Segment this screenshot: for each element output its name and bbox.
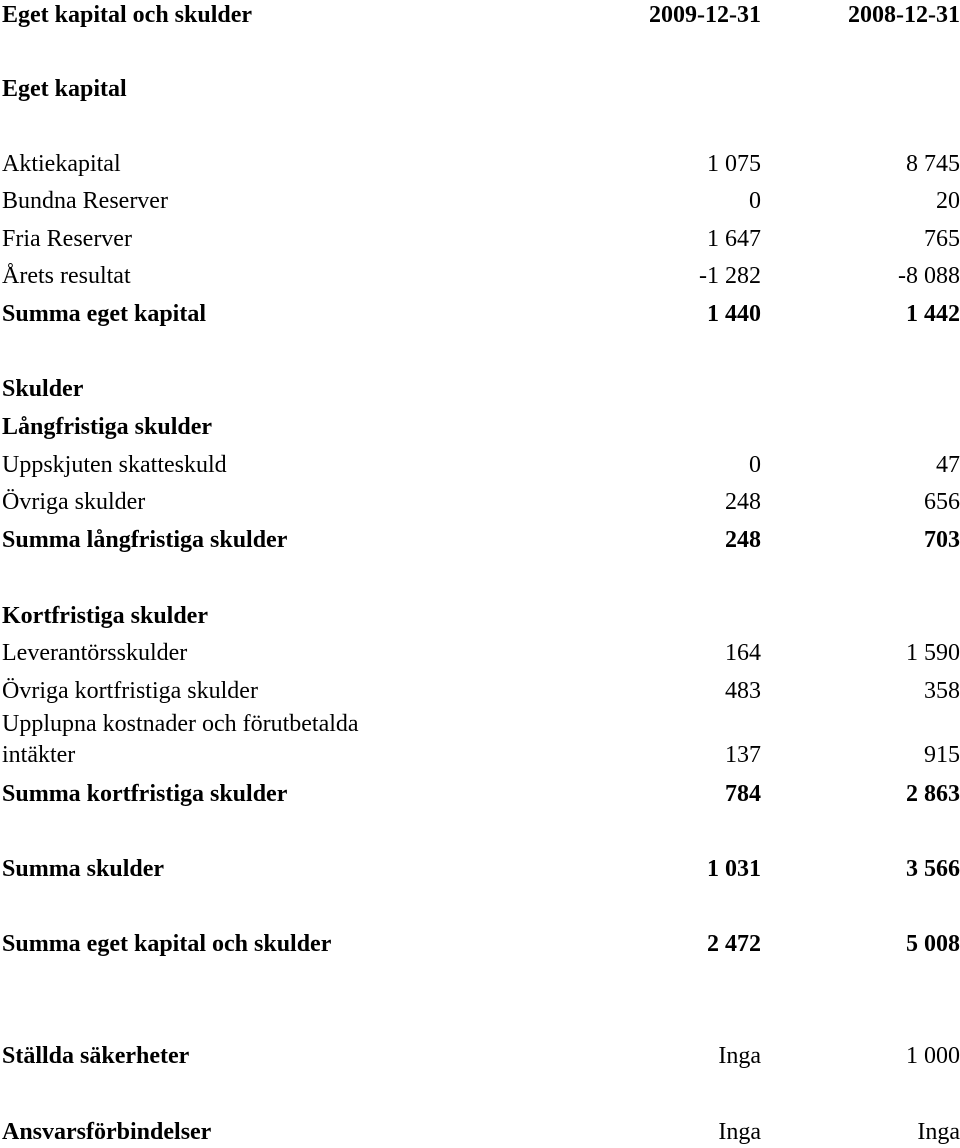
value-2009: 483 — [725, 678, 761, 704]
total-label: Summa eget kapital — [2, 301, 206, 327]
value-2008: 656 — [924, 489, 960, 515]
total-row-short-term — [0, 779, 960, 809]
total-label: Summa kortfristiga skulder — [2, 781, 288, 807]
value-2009: 248 — [725, 489, 761, 515]
total-value-2009: 2 472 — [707, 931, 761, 957]
total-value-2008: 5 008 — [906, 931, 960, 957]
section-heading-liabilities — [0, 374, 960, 404]
table-row — [0, 261, 960, 291]
total-row-long-term — [0, 525, 960, 555]
total-value-2009: 784 — [725, 781, 761, 807]
value-2008: 8 745 — [906, 151, 960, 177]
value-2008: -8 088 — [898, 263, 960, 289]
value-2009: 1 075 — [707, 151, 761, 177]
table-row-label-line — [0, 709, 960, 739]
total-value-2008: 703 — [924, 527, 960, 553]
page-title: Eget kapital och skulder — [2, 2, 253, 28]
value-2009: 0 — [749, 188, 761, 214]
row-label: Övriga kortfristiga skulder — [2, 678, 258, 704]
value-2009: 1 647 — [707, 226, 761, 252]
value-2009: 137 — [725, 742, 761, 768]
value-2009: 164 — [725, 640, 761, 666]
section-heading-equity — [0, 74, 960, 104]
table-row — [0, 450, 960, 480]
row-label: Övriga skulder — [2, 489, 146, 515]
value-2008: 765 — [924, 226, 960, 252]
row-label-continued: intäkter — [2, 742, 76, 768]
section-heading: Eget kapital — [2, 76, 127, 102]
row-label: Fria Reserver — [2, 226, 132, 252]
table-row — [0, 186, 960, 216]
value-2008: Inga — [917, 1119, 960, 1145]
row-label: Bundna Reserver — [2, 188, 168, 214]
table-row — [0, 740, 960, 770]
row-label: Ansvarsförbindelser — [2, 1119, 212, 1145]
header-row — [0, 0, 960, 30]
pledged-assets-row — [0, 1041, 960, 1071]
total-value-2008: 3 566 — [906, 856, 960, 882]
table-row — [0, 676, 960, 706]
table-row — [0, 224, 960, 254]
row-label: Årets resultat — [2, 263, 131, 289]
total-row-equity — [0, 299, 960, 329]
value-2009: Inga — [718, 1119, 761, 1145]
section-heading: Skulder — [2, 376, 84, 402]
contingent-liabilities-row — [0, 1117, 960, 1147]
table-row — [0, 149, 960, 179]
subsection-heading: Långfristiga skulder — [2, 414, 213, 440]
total-label: Summa skulder — [2, 856, 165, 882]
table-row — [0, 638, 960, 668]
total-row-liabilities — [0, 854, 960, 884]
total-value-2009: 1 440 — [707, 301, 761, 327]
total-label: Summa eget kapital och skulder — [2, 931, 332, 957]
value-2009: 0 — [749, 452, 761, 478]
row-label: Uppskjuten skatteskuld — [2, 452, 227, 478]
value-2008: 47 — [936, 452, 960, 478]
value-2008: 1 000 — [906, 1043, 960, 1069]
subsection-heading-short-term — [0, 601, 960, 631]
row-label: Leverantörsskulder — [2, 640, 188, 666]
table-row — [0, 487, 960, 517]
column-header-2009: 2009-12-31 — [649, 2, 761, 28]
row-label: Upplupna kostnader och förutbetalda — [2, 711, 359, 737]
row-label: Ställda säkerheter — [2, 1043, 190, 1069]
value-2008: 358 — [924, 678, 960, 704]
total-value-2008: 2 863 — [906, 781, 960, 807]
total-value-2008: 1 442 — [906, 301, 960, 327]
grand-total-row — [0, 929, 960, 959]
value-2009: Inga — [718, 1043, 761, 1069]
row-label: Aktiekapital — [2, 151, 121, 177]
subsection-heading-long-term — [0, 412, 960, 442]
column-header-2008: 2008-12-31 — [848, 2, 960, 28]
subsection-heading: Kortfristiga skulder — [2, 603, 208, 629]
total-value-2009: 248 — [725, 527, 761, 553]
value-2008: 1 590 — [906, 640, 960, 666]
value-2009: -1 282 — [699, 263, 761, 289]
total-value-2009: 1 031 — [707, 856, 761, 882]
value-2008: 20 — [936, 188, 960, 214]
total-label: Summa långfristiga skulder — [2, 527, 288, 553]
value-2008: 915 — [924, 742, 960, 768]
